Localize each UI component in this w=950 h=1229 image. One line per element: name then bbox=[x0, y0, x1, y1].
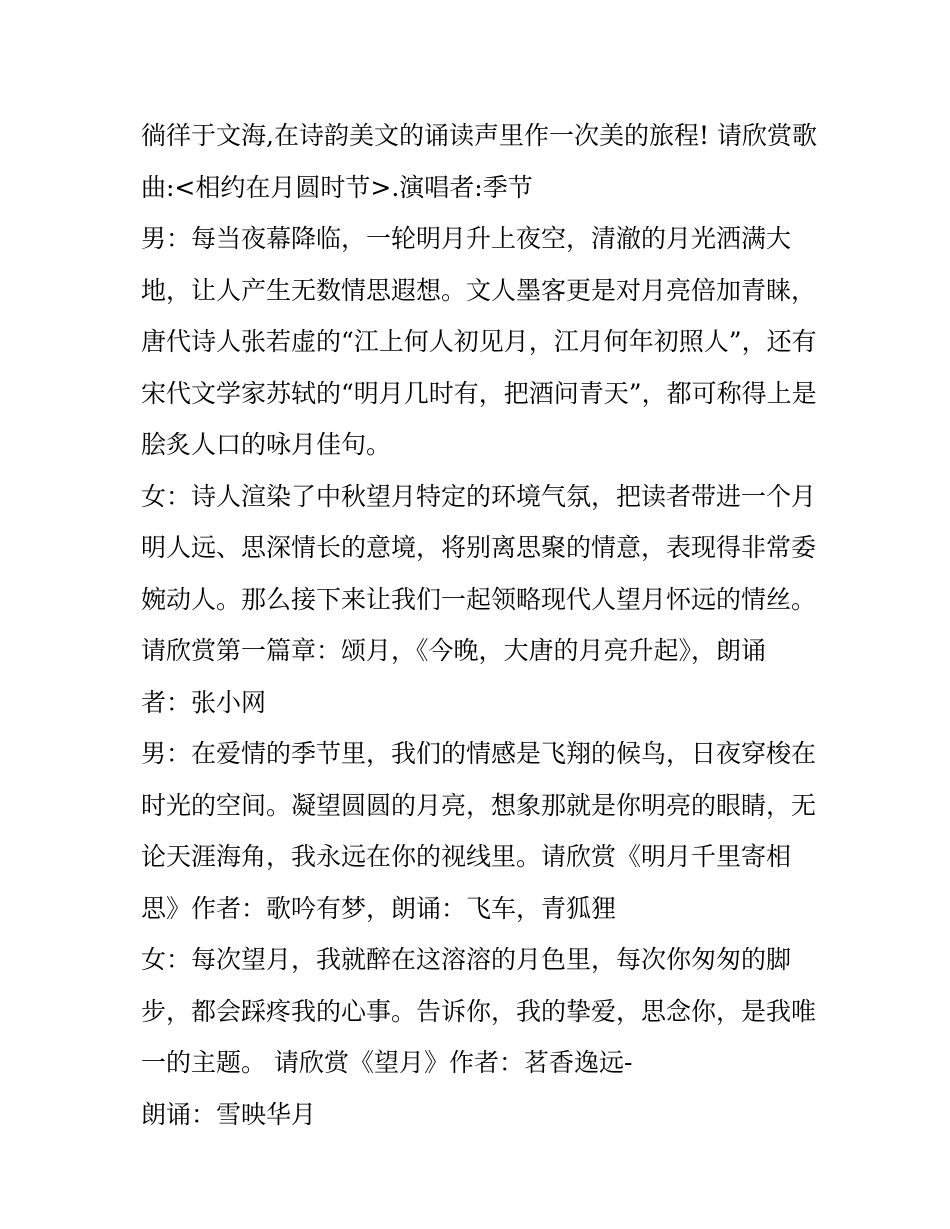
text-line-6: 宋代文学家苏轼的“明月几时有，把酒问青天”，都可称得上是 bbox=[141, 378, 817, 408]
text-line-16: 思》作者：歌吟有梦，朗诵：飞车，青狐狸 bbox=[141, 893, 617, 923]
text-line-20: 朗诵：雪映华月 bbox=[141, 1099, 317, 1129]
text-line-19: 一的主题。 请欣赏《望月》作者：茗香逸远- bbox=[141, 1048, 633, 1077]
text-line-17: 女：每次望月，我就醉在这溶溶的月色里，每次你匆匆的脚 bbox=[141, 945, 792, 974]
text-line-18: 步，都会踩疼我的心事。告诉你，我的挚爱，思念你，是我唯 bbox=[141, 996, 817, 1026]
text-line-4: 地，让人产生无数情思遐想。文人墨客更是对月亮倍加青睐， bbox=[141, 275, 817, 305]
text-line-13: 男：在爱情的季节里，我们的情感是飞翔的候鸟，日夜穿梭在 bbox=[141, 739, 817, 768]
text-line-9: 明人远、思深情长的意境，将别离思聚的情意，表现得非常委 bbox=[141, 533, 817, 562]
text-line-11: 请欣赏第一篇章：颂月，《今晚，大唐的月亮升起》，朗诵 bbox=[141, 636, 767, 665]
text-line-5: 唐代诗人张若虚的“江上何人初见月，江月何年初照人”，还有 bbox=[141, 327, 817, 356]
text-line-1: 徜徉于文海,在诗韵美文的诵读声里作一次美的旅程! 请欣赏歌 bbox=[141, 121, 817, 150]
text-line-15: 论天涯海角，我永远在你的视线里。请欣赏《明月千里寄相 bbox=[141, 842, 792, 871]
text-line-8: 女：诗人渲染了中秋望月特定的环境气氛，把读者带进一个月 bbox=[141, 481, 817, 511]
text-line-10: 婉动人。那么接下来让我们一起领略现代人望月怀远的情丝。 bbox=[141, 584, 817, 614]
text-line-2: 曲:<相约在月圆时节>.演唱者:季节 bbox=[141, 172, 533, 202]
text-line-12: 者：张小网 bbox=[141, 687, 267, 717]
text-line-3: 男：每当夜幕降临，一轮明月升上夜空，清澈的月光洒满大 bbox=[141, 224, 792, 253]
document-body bbox=[141, 110, 821, 1140]
text-line-14: 时光的空间。凝望圆圆的月亮，想象那就是你明亮的眼睛，无 bbox=[141, 790, 817, 820]
text-line-7: 脍炙人口的咏月佳句。 bbox=[141, 430, 392, 459]
